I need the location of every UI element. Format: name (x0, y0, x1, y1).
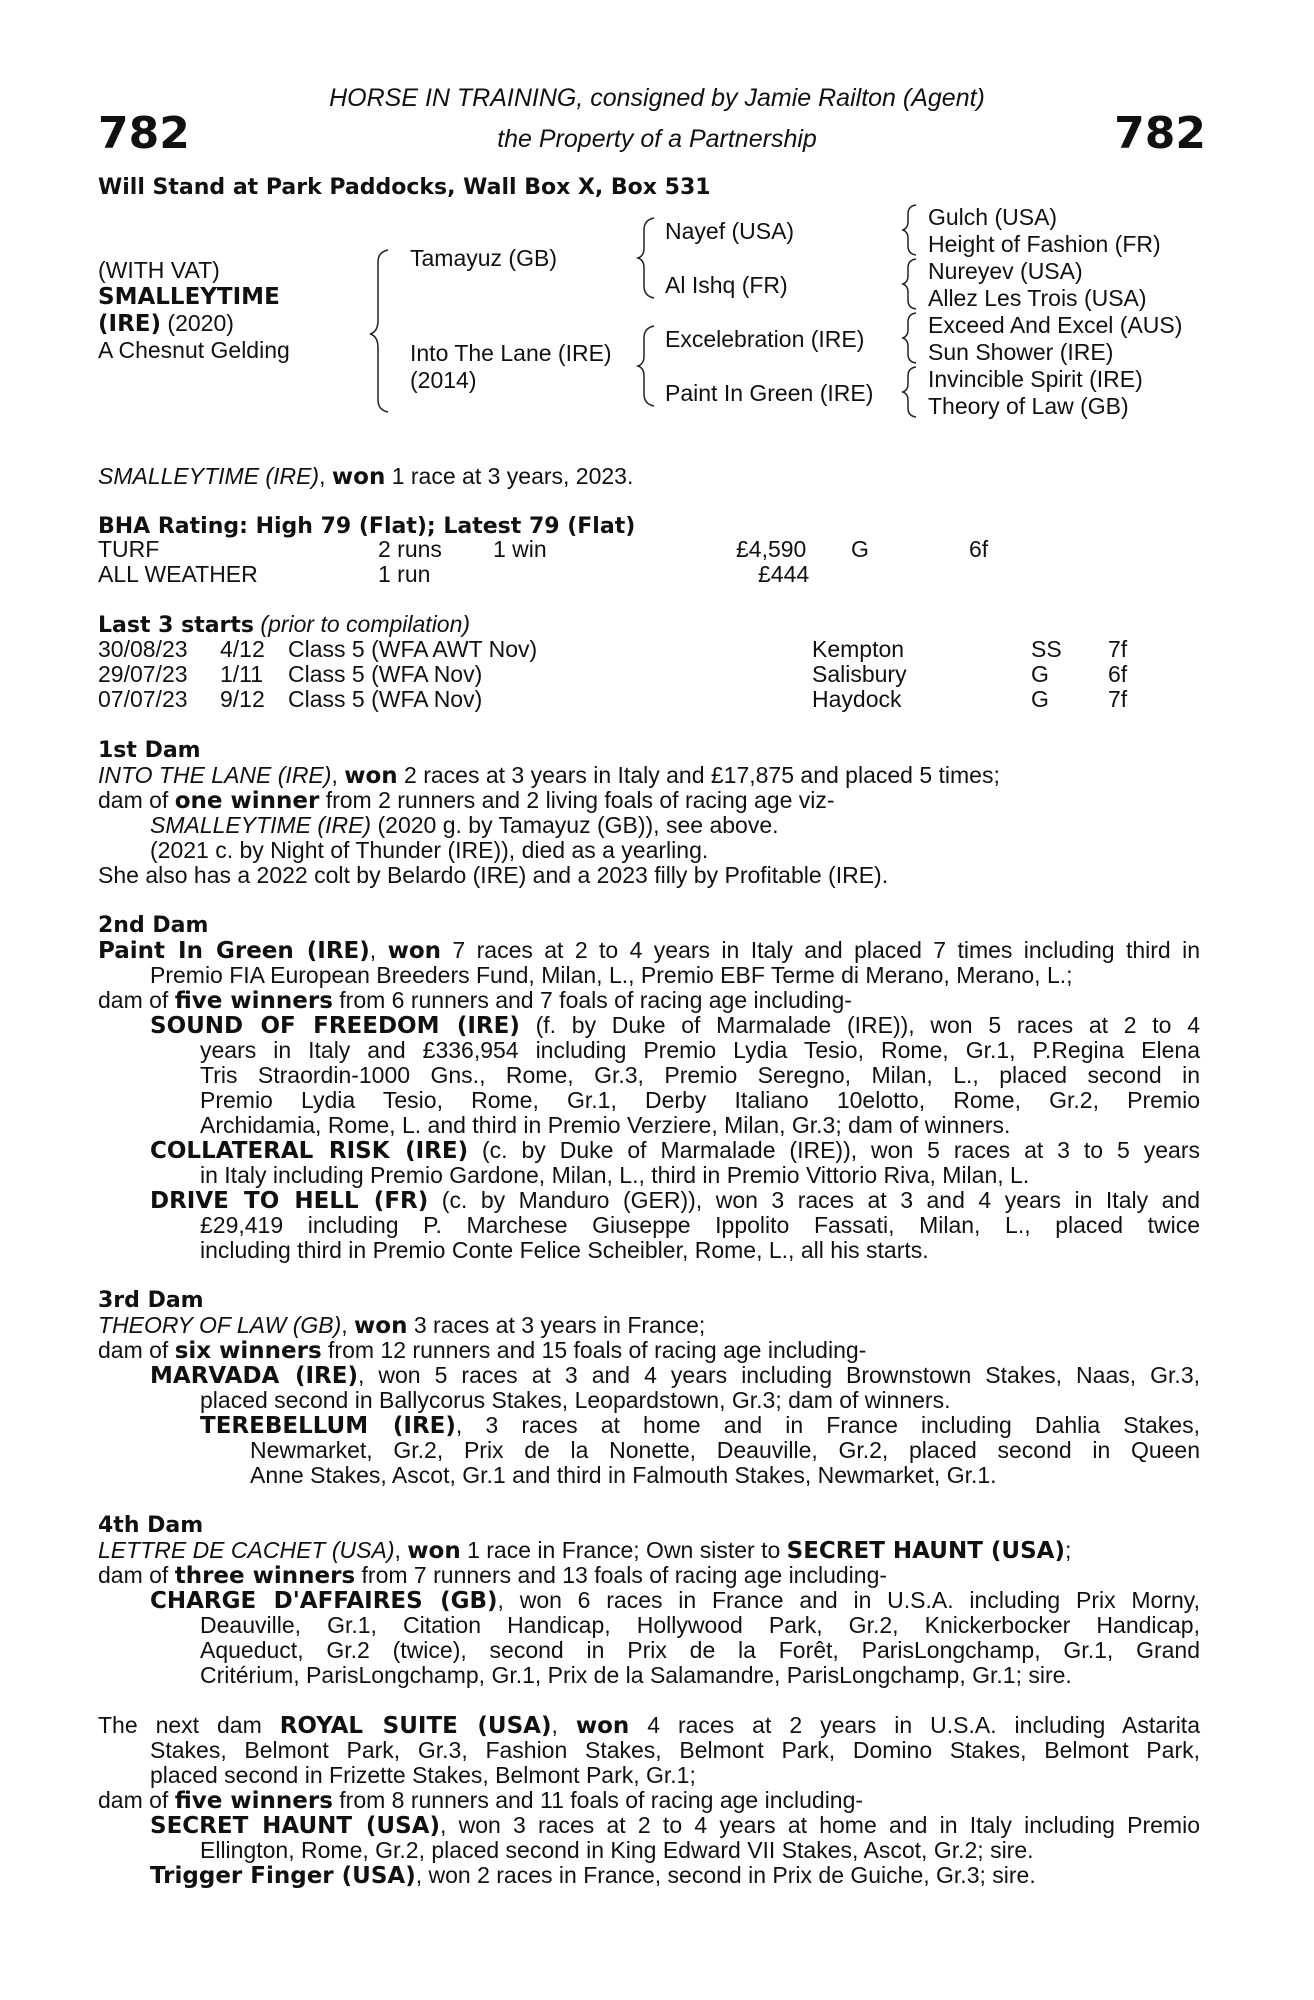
start-row-2-course: Salisbury (812, 661, 907, 687)
brace-sire (638, 218, 654, 298)
property-line: the Property of a Partnership (497, 125, 817, 153)
dam2-progeny3-line3: including third in Premio Conte Felice Scheibler, Rome, L., all his starts. (200, 1237, 929, 1263)
start-row-3-date: 07/07/23 (98, 686, 188, 712)
lot-number-right: 782 (1114, 108, 1206, 159)
dam3-progeny1-line1 (150, 1363, 1200, 1390)
dam2-progeny1-line2: years in Italy and £336,954 including Premio Lydia Tesio, Rome, Gr.1, P.Regina Elena (200, 1037, 1200, 1063)
horse-name: SMALLEYTIME (98, 284, 280, 310)
pedigree-g4: Allez Les Trois (USA) (928, 285, 1147, 311)
pedigree-g7: Invincible Spirit (IRE) (928, 366, 1143, 392)
dam1-foal1-name: SMALLEYTIME (IRE) (150, 812, 372, 838)
dam2-progeny1-detail: (f. by Duke of Marmalade (IRE)), won 5 races at 2 to 4 (519, 1012, 1200, 1038)
nextdam-progeny2-detail: , won 2 races in France, second in Prix de Guiche, Gr.3; sire. (415, 1862, 1036, 1888)
nextdam-progeny1-line2: Ellington, Rome, Gr.2, placed second in King Edward VII Stakes, Ascot, Gr.2; sire. (200, 1837, 1034, 1863)
consignment-line: HORSE IN TRAINING, consigned by Jamie Railton (Agent) (329, 84, 985, 112)
dam2-progeny3-name: DRIVE TO HELL (FR) (150, 1188, 429, 1214)
dam3-progeny2-line2: Newmarket, Gr.2, Prix de la Nonette, Deauville, Gr.2, placed second in Queen (250, 1437, 1200, 1463)
dam3-progeny2-line3: Anne Stakes, Ascot, Gr.1 and third in Falmouth Stakes, Newmarket, Gr.1. (250, 1462, 997, 1488)
start-row-2-pos: 1/11 (220, 661, 264, 687)
last-starts-heading (98, 612, 470, 639)
dam3-progeny2-name: TEREBELLUM (IRE) (200, 1413, 456, 1439)
vat-note: (WITH VAT) (98, 257, 220, 283)
rating-aw-runs: 1 run (378, 561, 431, 587)
dam1-line3 (150, 813, 779, 839)
brace-g4 (903, 367, 916, 417)
brace-gen1 (370, 250, 388, 412)
start-row-3-going: G (1031, 686, 1049, 712)
dam2-damof: dam of (98, 987, 175, 1013)
brace-g1 (903, 205, 916, 255)
horse-description: A Chesnut Gelding (98, 337, 290, 363)
pedigree-dam: Into The Lane (IRE) (410, 340, 612, 366)
start-row-2-dist: 6f (1108, 661, 1128, 687)
brace-dam (638, 326, 654, 406)
summary-won: won (331, 464, 386, 490)
dam2-progeny1-line5: Archidamia, Rome, L. and third in Premio Verziere, Milan, Gr.3; dam of winners. (200, 1112, 1011, 1138)
summary-rest: 1 race at 3 years, 2023. (385, 463, 634, 489)
start-row-2-going: G (1031, 661, 1049, 687)
pedigree-dam-sire: Excelebration (IRE) (665, 326, 865, 352)
dam1-line2 (98, 788, 835, 815)
dam3-progeny2-line1 (200, 1413, 1200, 1440)
dam2-won: won (387, 938, 442, 964)
rating-turf-going: G (851, 536, 869, 562)
dam1-heading: 1st Dam (98, 738, 201, 763)
stand-location: Will Stand at Park Paddocks, Wall Box X, Box 531 (98, 175, 711, 200)
nextdam-damof: dam of (98, 1787, 175, 1813)
last-starts-note: (prior to compilation) (254, 611, 471, 637)
dam3-progeny1-name: MARVADA (IRE) (150, 1363, 358, 1389)
start-row-1-course: Kempton (812, 636, 905, 662)
dam2-progeny2-name: COLLATERAL RISK (IRE) (150, 1138, 469, 1164)
dam4-progeny1-name: CHARGE D'AFFAIRES (GB) (150, 1588, 498, 1614)
dam4-winners: three winners (174, 1563, 356, 1589)
nextdam-record: 4 races at 2 years in U.S.A. including Astarita (629, 1712, 1200, 1738)
dam3-won: won (354, 1313, 408, 1339)
dam2-winners: five winners (174, 988, 333, 1014)
dam4-heading: 4th Dam (98, 1513, 204, 1538)
dam4-won: won (407, 1538, 461, 1564)
dam1-damof: dam of (98, 787, 175, 813)
nextdam-progeny1-detail: , won 3 races at 2 to 4 years at home and in Italy including Premio (439, 1812, 1200, 1838)
dam2-progeny2-line2: in Italy including Premio Gardone, Milan, L., third in Premio Vittorio Riva, Milan, L. (200, 1162, 1030, 1188)
summary-name: SMALLEYTIME (IRE) (98, 463, 320, 489)
dam3-winners: six winners (174, 1338, 322, 1364)
dam2-progeny3-detail: (c. by Manduro (GER)), won 3 races at 3 and 4 years in Italy and (428, 1187, 1201, 1213)
dam2-record: 7 races at 2 to 4 years in Italy and placed 7 times including third in (441, 937, 1201, 963)
dam3-name: THEORY OF LAW (GB) (98, 1312, 342, 1338)
pedigree-dam-year: (2014) (410, 367, 477, 393)
rating-turf-surface: TURF (98, 536, 160, 562)
dam4-line1-end: ; (1064, 1537, 1072, 1563)
horse-country: (IRE) (98, 311, 162, 337)
dam1-winners: one winner (174, 788, 320, 814)
nextdam-progeny2-line1 (150, 1863, 1036, 1890)
nextdam-line2: Stakes, Belmont Park, Gr.3, Fashion Stakes, Belmont Park, Domino Stakes, Belmont Park, (150, 1737, 1200, 1763)
dam2-progeny2-detail: (c. by Duke of Marmalade (IRE)), won 5 races at 3 to 5 years (468, 1137, 1200, 1163)
dam4-name: LETTRE DE CACHET (USA) (98, 1537, 395, 1563)
nextdam-line1: The next dam ROYAL SUITE (USA), won 4 races at 2 years in U.S.A. including Astarita (98, 1712, 1200, 1739)
dam4-progeny1-detail: , won 6 races in France and in U.S.A. including Prix Morny, (497, 1587, 1200, 1613)
pedigree-sire-dam: Al Ishq (FR) (665, 272, 788, 298)
nextdam-progeny1-line1 (150, 1813, 1200, 1840)
rating-turf-wins: 1 win (493, 536, 547, 562)
pedigree-sire-sire: Nayef (USA) (665, 218, 795, 244)
dam4-line2 (98, 1563, 887, 1590)
pedigree-g8: Theory of Law (GB) (928, 393, 1129, 419)
dam3-progeny1-detail: , won 5 races at 3 and 4 years including Brownstown Stakes, Naas, Gr.3, (357, 1362, 1200, 1388)
rating-aw-surface: ALL WEATHER (98, 561, 258, 587)
start-row-3-dist: 7f (1108, 686, 1128, 712)
pedigree-dam-dam: Paint In Green (IRE) (665, 380, 874, 406)
dam1-foal1-detail: (2020 g. by Tamayuz (GB)), see above. (371, 812, 779, 838)
dam3-line1: THEORY OF LAW (GB), won 3 races at 3 years in France; (98, 1312, 706, 1339)
start-row-1-date: 30/08/23 (98, 636, 188, 662)
dam2-heading: 2nd Dam (98, 913, 209, 938)
dam1-runners: from 2 runners and 2 living foals of racing age viz- (319, 787, 835, 813)
pedigree-g6: Sun Shower (IRE) (928, 339, 1114, 365)
pedigree-g3: Nureyev (USA) (928, 258, 1083, 284)
start-row-2-race: Class 5 (WFA Nov) (288, 661, 483, 687)
dam4-record: 1 race in France; Own sister to (460, 1537, 787, 1563)
pedigree-g2: Height of Fashion (FR) (928, 231, 1161, 257)
start-row-1-race: Class 5 (WFA AWT Nov) (288, 636, 538, 662)
dam2-progeny3-line2: £29,419 including P. Marchese Giuseppe Ippolito Fassati, Milan, L., placed twice (200, 1212, 1200, 1238)
dam3-damof: dam of (98, 1337, 175, 1363)
start-row-1-dist: 7f (1108, 636, 1128, 662)
dam1-won: won (344, 763, 398, 789)
dam3-line2 (98, 1338, 866, 1365)
lot-number-left: 782 (98, 108, 190, 159)
dam4-progeny1-line2: Deauville, Gr.1, Citation Handicap, Hollywood Park, Gr.2, Knickerbocker Handicap, (200, 1612, 1200, 1638)
rating-aw-prize: £444 (758, 561, 810, 587)
rating-turf-runs: 2 runs (378, 536, 442, 562)
dam2-progeny3-line1 (150, 1188, 1200, 1215)
dam2-runners: from 6 runners and 7 foals of racing age including- (332, 987, 852, 1013)
rating-turf-distance: 6f (969, 536, 989, 562)
dam1-line4: (2021 c. by Night of Thunder (IRE)), died as a yearling. (150, 837, 709, 863)
nextdam-line4 (98, 1788, 863, 1815)
dam2-line2: Premio FIA European Breeders Fund, Milan, L., Premio EBF Terme di Merano, Merano, L.; (150, 962, 1073, 988)
pedigree-g1: Gulch (USA) (928, 204, 1058, 230)
nextdam-intro: The next dam (98, 1712, 280, 1738)
pedigree-sire: Tamayuz (GB) (410, 245, 557, 271)
start-row-3-course: Haydock (812, 686, 902, 712)
dam3-progeny1-line2: placed second in Ballycorus Stakes, Leopardstown, Gr.3; dam of winners. (200, 1387, 951, 1413)
dam4-progeny1-line1 (150, 1588, 1200, 1615)
start-row-3-pos: 9/12 (220, 686, 265, 712)
dam4-line1: LETTRE DE CACHET (USA), won 1 race in France; Own sister to SECRET HAUNT (USA); (98, 1537, 1072, 1564)
bha-rating-heading: BHA Rating: High 79 (Flat); Latest 79 (Flat) (98, 514, 636, 539)
nextdam-progeny1-name: SECRET HAUNT (USA) (150, 1813, 440, 1839)
dam4-progeny1-line4: Critérium, ParisLongchamp, Gr.1, Prix de la Salamandre, ParisLongchamp, Gr.1; sire. (200, 1662, 1072, 1688)
nextdam-line3: placed second in Frizette Stakes, Belmont Park, Gr.1; (150, 1762, 696, 1788)
nextdam-runners: from 8 runners and 11 foals of racing age including- (332, 1787, 864, 1813)
dam1-line5: She also has a 2022 colt by Belardo (IRE) and a 2023 filly by Profitable (IRE). (98, 862, 889, 888)
start-row-1-pos: 4/12 (220, 636, 265, 662)
nextdam-name: ROYAL SUITE (USA) (279, 1713, 552, 1739)
dam1-line1: INTO THE LANE (IRE), won 2 races at 3 years in Italy and £17,875 and placed 5 times; (98, 762, 1000, 789)
brace-g2 (903, 259, 916, 309)
brace-g3 (903, 313, 916, 363)
dam2-progeny1-name: SOUND OF FREEDOM (IRE) (150, 1013, 520, 1039)
dam4-sister: SECRET HAUNT (USA) (786, 1538, 1065, 1564)
start-row-3-race: Class 5 (WFA Nov) (288, 686, 483, 712)
dam2-progeny1-line3: Tris Straordin-1000 Gns., Rome, Gr.3, Premio Seregno, Milan, L., placed second in (200, 1062, 1200, 1088)
dam2-progeny2-line1 (150, 1138, 1200, 1165)
nextdam-progeny2-name: Trigger Finger (USA) (150, 1863, 416, 1889)
race-summary: SMALLEYTIME (IRE), won 1 race at 3 years, 2023. (98, 463, 634, 490)
nextdam-winners: five winners (174, 1788, 333, 1814)
dam3-progeny2-detail: , 3 races at home and in France including Dahlia Stakes, (455, 1412, 1200, 1438)
dam2-progeny1-line1 (150, 1013, 1200, 1040)
dam2-progeny1-line4: Premio Lydia Tesio, Rome, Gr.1, Derby Italiano 10elotto, Rome, Gr.2, Premio (200, 1087, 1200, 1113)
dam3-runners: from 12 runners and 15 foals of racing age including- (321, 1337, 867, 1363)
dam3-record: 3 races at 3 years in France; (407, 1312, 706, 1338)
dam4-progeny1-line3: Aqueduct, Gr.2 (twice), second in Prix de la Forêt, ParisLongchamp, Gr.1, Grand (200, 1637, 1200, 1663)
start-row-1-going: SS (1031, 636, 1062, 662)
dam1-name: INTO THE LANE (IRE) (98, 762, 332, 788)
last-starts-title: Last 3 starts (98, 613, 255, 638)
horse-year: (2020) (161, 310, 234, 336)
dam1-record: 2 races at 3 years in Italy and £17,875 and placed 5 times; (397, 762, 1000, 788)
dam2-name: Paint In Green (IRE) (98, 938, 370, 964)
start-row-2-date: 29/07/23 (98, 661, 188, 687)
pedigree-g5: Exceed And Excel (AUS) (928, 312, 1183, 338)
dam4-runners: from 7 runners and 13 foals of racing age including- (355, 1562, 888, 1588)
nextdam-won: won (575, 1713, 630, 1739)
dam2-line3 (98, 988, 852, 1015)
dam3-heading: 3rd Dam (98, 1288, 204, 1313)
dam2-line1: Paint In Green (IRE), won 7 races at 2 to 4 years in Italy and placed 7 times including third in (98, 937, 1201, 964)
dam4-damof: dam of (98, 1562, 175, 1588)
rating-turf-prize: £4,590 (736, 536, 807, 562)
